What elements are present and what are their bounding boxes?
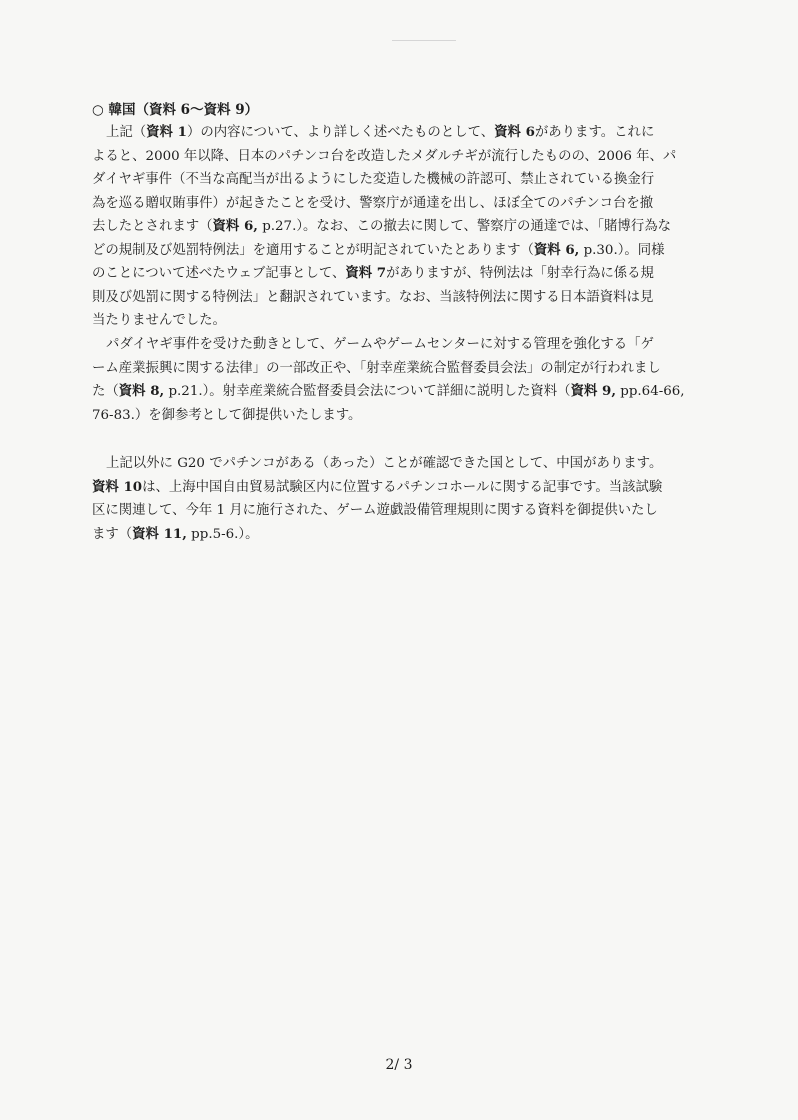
text-line	[92, 239, 726, 263]
material-reference: 資料 7	[345, 265, 387, 281]
text-line	[92, 121, 726, 145]
text-run: 76-83.）を御参考として御提供いたします。	[92, 407, 362, 423]
text-line	[92, 262, 726, 286]
heading-reference: （資料 6〜資料 9）	[135, 102, 259, 118]
text-line	[92, 215, 726, 239]
text-line	[92, 452, 726, 476]
section-heading-korea	[92, 100, 258, 120]
circle-marker-icon: ○	[92, 102, 104, 118]
text-line	[92, 404, 726, 428]
text-line	[92, 333, 726, 357]
text-run: ーム産業振興に関する法律」の一部改正や、「射幸産業統合監督委員会法」の制定が行われまし	[92, 360, 661, 376]
text-run: パダイヤギ事件を受けた動きとして、ゲームやゲームセンターに対する管理を強化する「ゲ	[106, 337, 654, 352]
material-reference: 資料 10	[92, 478, 143, 495]
text-run: がありますが、特例法は「射幸行為に係る規	[386, 266, 654, 281]
text-line	[92, 192, 726, 216]
text-line	[92, 523, 726, 547]
text-run: pp.5-6.）。	[186, 526, 259, 542]
text-line	[92, 145, 726, 169]
scan-artifact-top	[392, 40, 456, 41]
text-run: 上記（	[106, 125, 147, 140]
text-run: 区に関連して、今年 1 月に施行された、ゲーム遊戯設備管理規則に関する資料を御提供いたし	[92, 503, 658, 518]
text-run: た（	[92, 384, 119, 399]
text-run: 当たりませんでした。	[92, 313, 226, 328]
text-run: p.27.）。なお、この撤去に関して、警察庁の通達では、「賭博行為な	[257, 219, 671, 234]
text-line	[92, 357, 726, 381]
text-run: どの規制及び処罰特例法」を適用することが明記されていたとあります（	[92, 242, 534, 258]
material-reference: 資料 1	[146, 124, 187, 140]
material-reference: 資料 6,	[212, 218, 258, 234]
text-run: は、上海中国自由貿易試験区内に位置するパチンコホールに関する記事です。当該試験	[142, 479, 663, 495]
text-run: ）の内容について、より詳しく述べたものとして、	[186, 125, 495, 140]
page-number: 2/ 3	[385, 1057, 413, 1073]
text-run: 則及び処罰に関する特例法」と翻訳されています。なお、当該特例法に関する日本語資料は見	[92, 289, 654, 305]
material-reference: 資料 11,	[132, 525, 187, 542]
text-run: 去したとされます（	[92, 219, 213, 234]
text-run: ます（	[92, 526, 133, 542]
paragraph-china	[92, 452, 726, 546]
material-reference: 資料 6	[494, 124, 535, 140]
text-run: p.21.）。射幸産業統合監督委員会法について詳細に説明した資料（	[164, 384, 571, 399]
paragraph-korea-history	[92, 121, 726, 333]
text-line	[92, 309, 726, 333]
text-run: pp.64-66,	[616, 384, 685, 399]
text-run: 為を巡る贈収賄事件）が起きたことを受け、警察庁が通達を出し、ほぼ全てのパチンコ台を撤	[92, 195, 654, 211]
text-line	[92, 499, 726, 523]
material-reference: 資料 9,	[570, 383, 617, 399]
text-line	[92, 476, 726, 500]
text-line	[92, 168, 726, 192]
text-run: 上記以外に G20 でパチンコがある（あった）ことが確認できた国として、中国があります。	[106, 456, 663, 471]
paragraph-korea-regulation	[92, 333, 726, 427]
text-line	[92, 286, 726, 310]
heading-country: 韓国	[108, 102, 136, 118]
text-run: p.30.）。同様	[579, 242, 665, 258]
text-run: があります。これに	[534, 125, 655, 140]
text-run: のことについて述べたウェブ記事として、	[92, 266, 346, 281]
text-run: よると、2000 年以降、日本のパチンコ台を改造したメダルチギが流行したものの、2006 年、パ	[92, 148, 677, 164]
material-reference: 資料 6,	[533, 241, 580, 258]
text-run: ダイヤギ事件（不当な高配当が出るようにした変造した機械の許認可、禁止されている換金行	[92, 172, 655, 187]
text-line	[92, 380, 726, 404]
material-reference: 資料 8,	[118, 383, 165, 399]
